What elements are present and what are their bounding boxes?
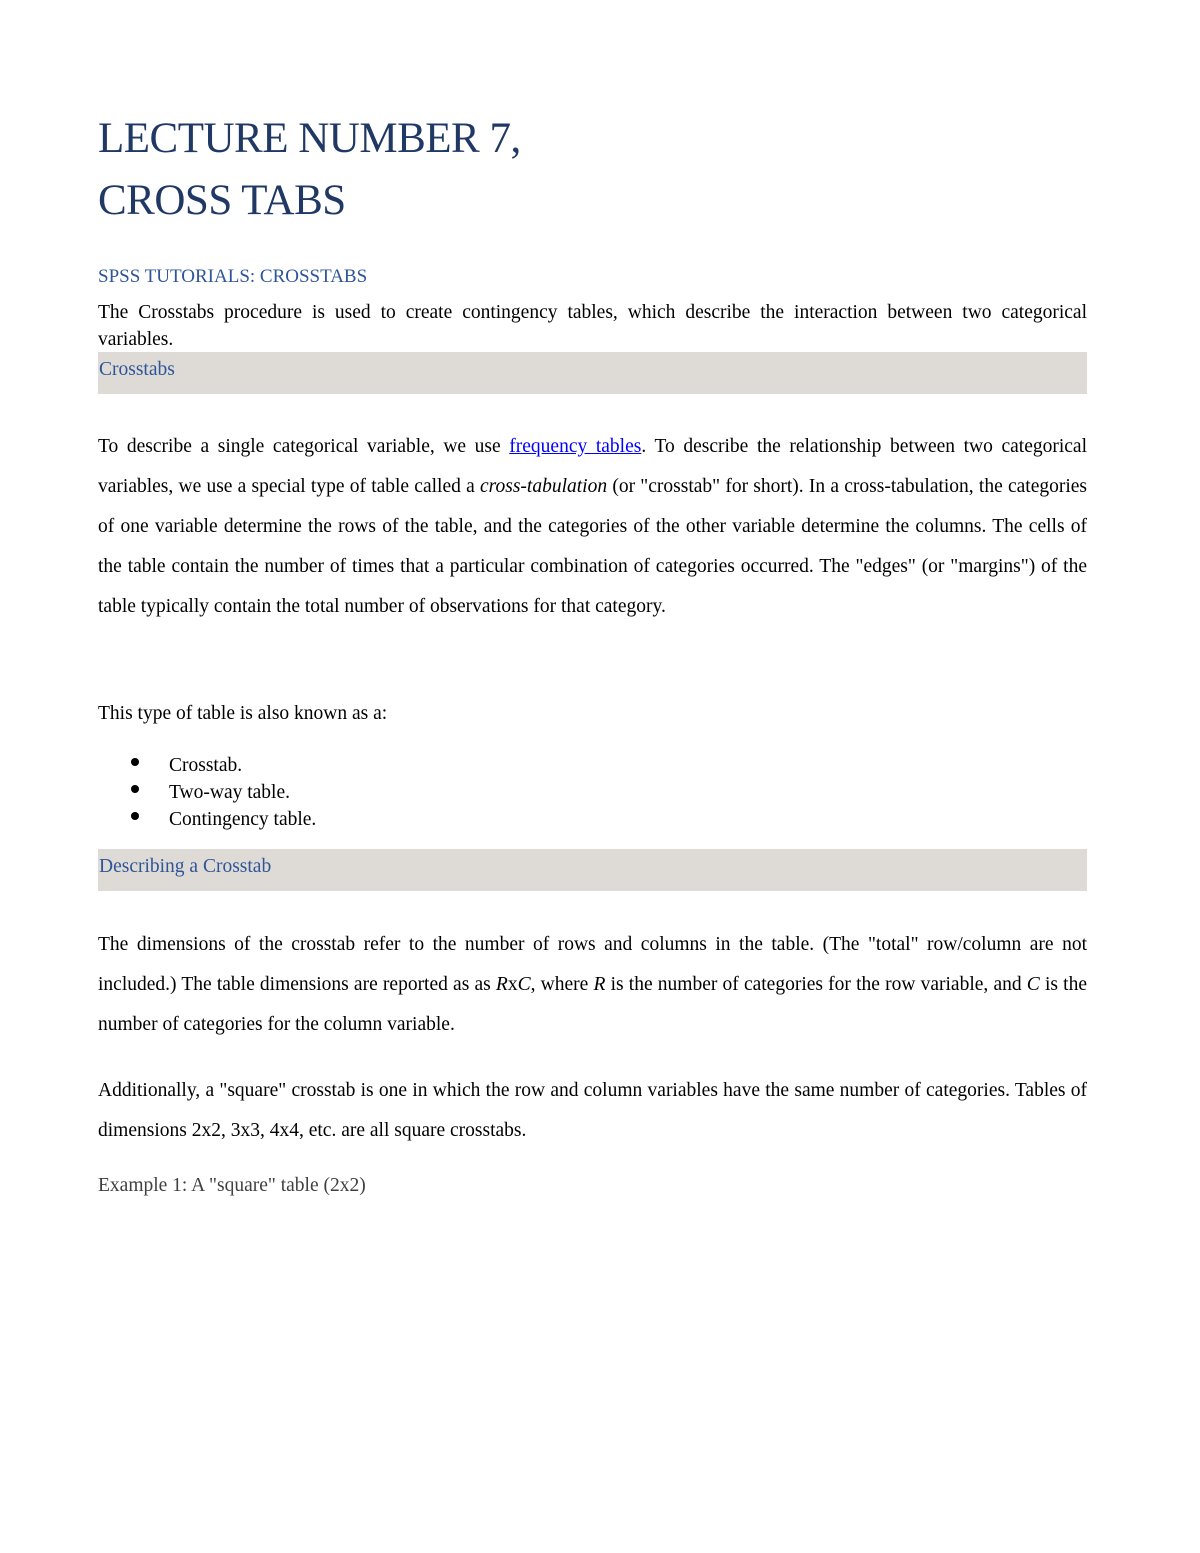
list-item bbox=[98, 779, 316, 806]
text-span: is the number of categories for the row variable, and bbox=[605, 974, 1027, 995]
list-item bbox=[98, 752, 316, 779]
bullet-icon bbox=[131, 812, 139, 820]
text-span: To describe a single categorical variable, we use bbox=[98, 436, 510, 457]
list-item bbox=[98, 806, 316, 833]
text-span: is the number of categories for the column variable. bbox=[98, 974, 1087, 1035]
crosstabs-paragraph bbox=[98, 427, 1087, 627]
dimensions-paragraph bbox=[98, 925, 1087, 1045]
example-caption: Example 1: A "square" table (2x2) bbox=[98, 1175, 366, 1196]
variable-r: R bbox=[593, 974, 606, 995]
title-line-1: LECTURE NUMBER 7, bbox=[98, 115, 521, 162]
text-span: The dimensions of the crosstab refer to the number of rows and columns in the table. (The "total" row/column are not included.) The table dimensions are reported as as bbox=[98, 934, 1087, 995]
variable-r: R bbox=[495, 974, 508, 995]
title-line-2: CROSS TABS bbox=[98, 177, 346, 224]
variable-c: C bbox=[517, 974, 531, 995]
intro-paragraph: The Crosstabs procedure is used to create contingency tables, which describe the interaction between two categorical variables. bbox=[98, 302, 1087, 350]
text-span: , where bbox=[530, 974, 594, 995]
text-span: (or "crosstab" for short). In a cross-tabulation, the categories of one variable determine the rows of the table, and the categories of the other variable determine the columns. The cells of the table contain the number of times that a particular combination of categories occurred. The "edges" (or "margins") of the table typically contain the total number of observations for that category. bbox=[98, 476, 1087, 617]
text-span: . To describe the relationship between two categorical variables, we use a special type of table called a bbox=[98, 436, 1087, 497]
list-item-label: Contingency table. bbox=[169, 809, 317, 830]
section-heading-band-crosstabs bbox=[98, 352, 1087, 394]
frequency-tables-link[interactable]: frequency tables bbox=[509, 436, 642, 457]
lecture-title bbox=[98, 108, 521, 232]
known-as-paragraph: This type of table is also known as a: bbox=[98, 703, 388, 724]
cross-tabulation-term: cross-tabulation bbox=[479, 476, 608, 497]
bullet-icon bbox=[131, 785, 139, 793]
list-item-label: Crosstab. bbox=[169, 755, 243, 776]
section-heading-describing-a-crosstab: Describing a Crosstab bbox=[99, 856, 272, 877]
list-item-label: Two-way table. bbox=[169, 782, 291, 803]
section-heading-crosstabs: Crosstabs bbox=[99, 359, 175, 380]
subtitle: SPSS TUTORIALS: CROSSTABS bbox=[98, 266, 368, 287]
known-as-list bbox=[98, 752, 316, 833]
variable-c: C bbox=[1026, 974, 1040, 995]
square-crosstab-paragraph: Additionally, a "square" crosstab is one in which the row and column variables have the same number of categories. Tables of dimensions 2x2, 3x3, 4x4, etc. are all square crosstabs. bbox=[98, 1080, 1087, 1141]
bullet-icon bbox=[131, 758, 139, 766]
section-heading-band-describing bbox=[98, 849, 1087, 891]
text-span: x bbox=[507, 974, 518, 995]
